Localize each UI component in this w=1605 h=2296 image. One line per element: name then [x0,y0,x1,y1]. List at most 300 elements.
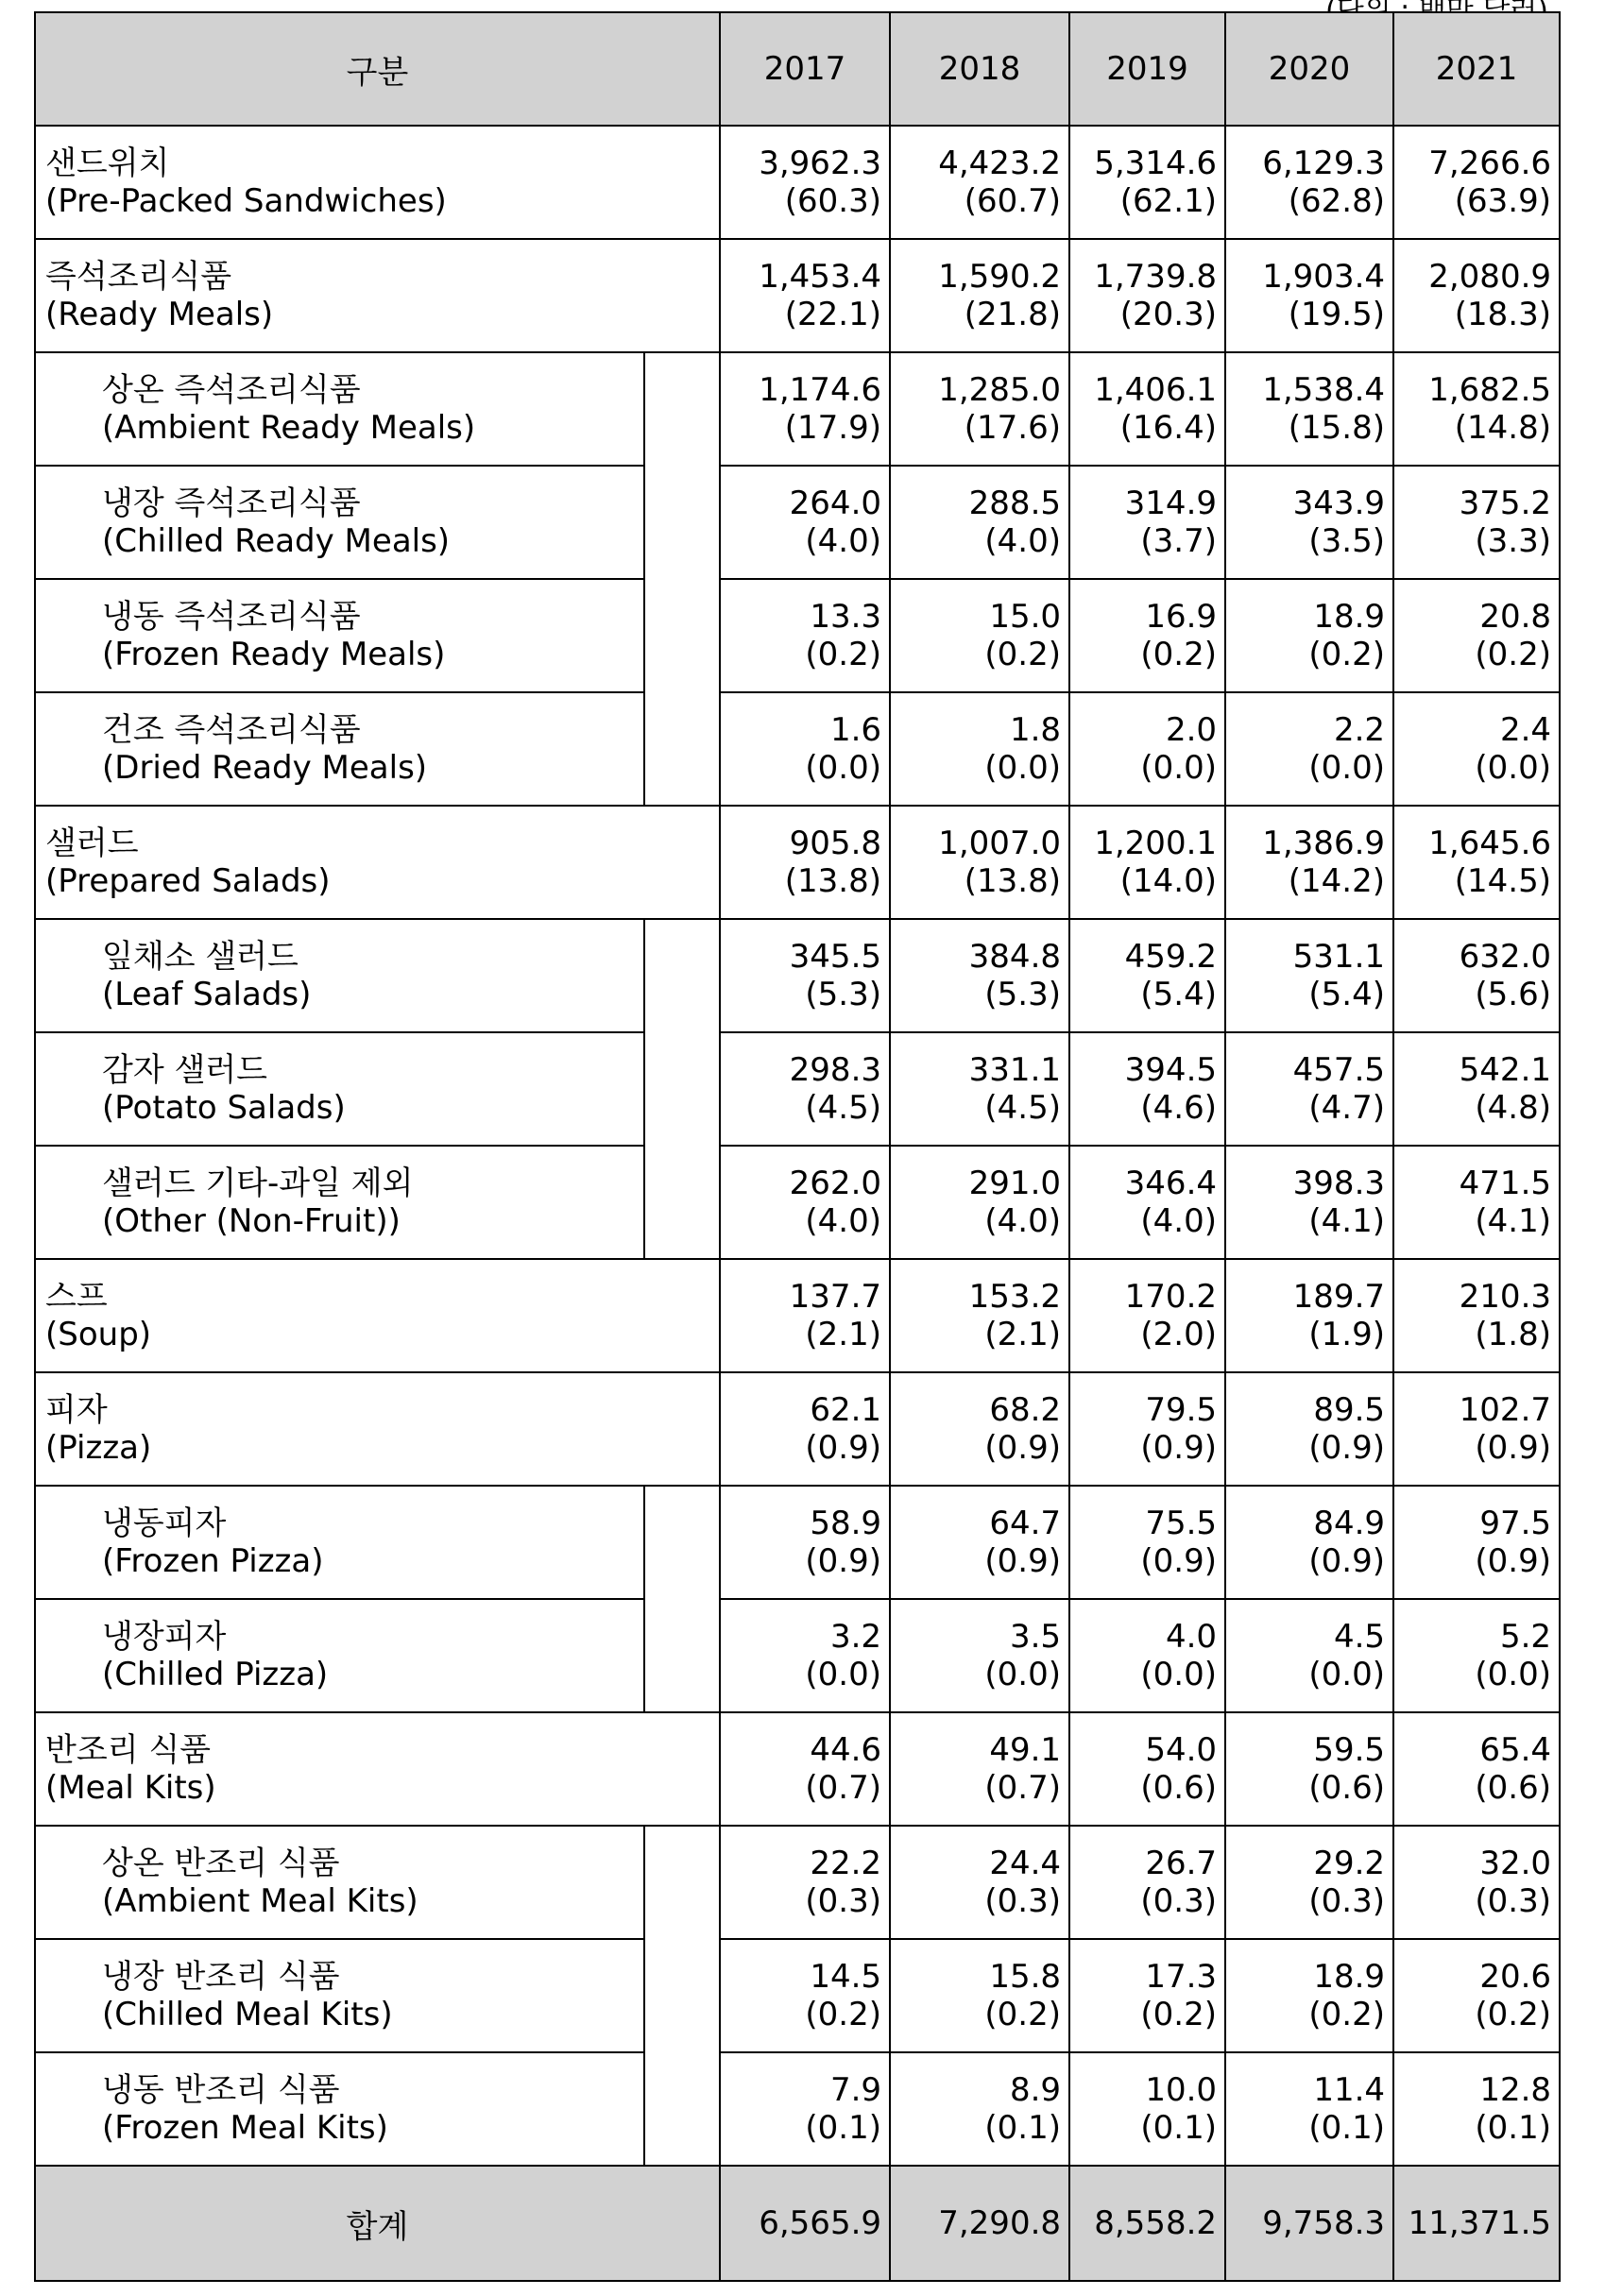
value-cell [720,1599,890,1712]
value-amount: 4,423.2 [938,145,1062,182]
value-cell [1069,692,1225,806]
value-share: (0.0) [984,749,1062,787]
value-share: (14.0) [1119,862,1218,900]
value-amount: 15.8 [989,1958,1062,1996]
value-cell [1069,1712,1225,1826]
value-amount: 298.3 [789,1051,882,1089]
value-amount: 7.9 [829,2071,882,2109]
row-label-korean: 냉동 즉석조리식품 [102,598,361,636]
value-amount: 1,285.0 [938,371,1062,409]
value-cell [1393,1372,1560,1486]
value-cell [1225,466,1393,579]
value-amount: 84.9 [1313,1505,1386,1542]
indent-spacer [644,579,720,692]
value-amount: 79.5 [1145,1391,1218,1429]
value-cell [720,1939,890,2052]
value-share: (0.2) [1140,636,1218,673]
value-amount: 12.8 [1479,2071,1552,2109]
row-label-english: (Ambient Ready Meals) [102,409,476,447]
value-cell [720,919,890,1032]
value-share: (0.6) [1308,1769,1386,1807]
value-amount: 2.2 [1333,711,1386,749]
value-amount: 1,590.2 [938,258,1062,296]
row-label-english: (Meal Kits) [45,1769,216,1807]
value-share: (0.2) [1475,1996,1552,2033]
value-cell [720,1826,890,1939]
value-share: (13.8) [964,862,1062,900]
value-share: (20.3) [1119,296,1218,333]
value-amount: 262.0 [789,1165,882,1202]
row-label-english: (Soup) [45,1316,152,1353]
value-share: (0.9) [1475,1542,1552,1580]
value-cell [720,239,890,352]
value-share: (0.0) [1308,749,1386,787]
row-label [35,126,720,239]
value-cell [890,692,1069,806]
value-cell [1393,352,1560,466]
value-share: (0.0) [1140,1656,1218,1693]
subcategory-row [35,1146,1560,1259]
value-share: (60.3) [784,182,882,220]
value-cell [890,919,1069,1032]
value-cell [1393,1146,1560,1259]
value-share: (0.2) [1140,1996,1218,2033]
category-row [35,1259,1560,1372]
indent-spacer [644,352,720,466]
value-amount: 29.2 [1313,1845,1386,1882]
value-amount: 64.7 [989,1505,1062,1542]
row-label-korean: 상온 반조리 식품 [102,1845,340,1882]
value-cell [890,466,1069,579]
value-cell [1393,806,1560,919]
value-share: (2.1) [984,1316,1062,1353]
value-amount: 210.3 [1459,1278,1552,1316]
value-share: (0.0) [1475,1656,1552,1693]
value-amount: 14.5 [810,1958,882,1996]
subcategory-row [35,352,1560,466]
value-amount: 189.7 [1292,1278,1386,1316]
value-cell [890,1032,1069,1146]
header-category: 구분 [35,12,720,126]
value-share: (4.1) [1475,1202,1552,1240]
value-cell [1225,239,1393,352]
value-cell [1393,1486,1560,1599]
value-amount: 3,962.3 [759,145,882,182]
row-label [35,692,644,806]
value-amount: 13.3 [810,598,882,636]
value-amount: 1,007.0 [938,825,1062,862]
value-amount: 62.1 [810,1391,882,1429]
subcategory-row [35,919,1560,1032]
value-cell [1069,2052,1225,2166]
value-amount: 331.1 [968,1051,1062,1089]
value-amount: 1,406.1 [1094,371,1218,409]
row-label [35,919,644,1032]
row-label [35,1032,644,1146]
row-label-korean: 샐러드 기타-과일 제외 [102,1165,414,1202]
value-share: (0.2) [984,636,1062,673]
value-share: (4.5) [984,1089,1062,1127]
header-year: 2017 [720,12,890,126]
value-amount: 1.8 [1009,711,1062,749]
value-share: (2.0) [1140,1316,1218,1353]
value-share: (0.2) [805,1996,882,2033]
value-amount: 1,682.5 [1428,371,1552,409]
value-share: (0.0) [984,1656,1062,1693]
value-share: (3.5) [1308,522,1386,560]
row-label-english: (Dried Ready Meals) [102,749,428,787]
value-share: (13.8) [784,862,882,900]
row-label [35,1939,644,2052]
row-label-korean: 냉장 반조리 식품 [102,1958,340,1996]
row-label [35,466,644,579]
value-amount: 375.2 [1459,485,1552,522]
value-cell [1393,1259,1560,1372]
value-cell [1069,1599,1225,1712]
value-amount: 531.1 [1292,938,1386,976]
indent-spacer [644,692,720,806]
header-year: 2019 [1069,12,1225,126]
value-amount: 49.1 [989,1731,1062,1769]
value-amount: 343.9 [1292,485,1386,522]
value-amount: 24.4 [989,1845,1062,1882]
value-share: (0.1) [805,2109,882,2147]
value-cell [1393,239,1560,352]
indent-spacer [644,919,720,1032]
value-cell [720,806,890,919]
value-share: (63.9) [1454,182,1552,220]
value-amount: 2.4 [1499,711,1552,749]
value-share: (60.7) [964,182,1062,220]
row-label-korean: 건조 즉석조리식품 [102,711,361,749]
value-share: (0.3) [1140,1882,1218,1920]
value-cell [1393,466,1560,579]
row-label [35,1146,644,1259]
value-cell [1393,692,1560,806]
row-label-korean: 피자 [45,1391,108,1429]
value-cell [1069,239,1225,352]
value-amount: 17.3 [1145,1958,1218,1996]
value-amount: 471.5 [1459,1165,1552,1202]
value-cell [890,2052,1069,2166]
row-label-english: (Pizza) [45,1429,152,1467]
value-amount: 4.5 [1333,1618,1386,1656]
value-amount: 346.4 [1124,1165,1218,1202]
value-cell [1069,1486,1225,1599]
subcategory-row [35,1486,1560,1599]
value-share: (4.0) [984,522,1062,560]
value-cell [890,239,1069,352]
value-cell [720,579,890,692]
value-amount: 89.5 [1313,1391,1386,1429]
value-share: (62.1) [1119,182,1218,220]
value-amount: 459.2 [1124,938,1218,976]
value-cell [1393,1032,1560,1146]
value-share: (15.8) [1288,409,1386,447]
value-share: (4.6) [1140,1089,1218,1127]
value-amount: 137.7 [789,1278,882,1316]
category-row [35,1712,1560,1826]
value-cell [1393,579,1560,692]
value-amount: 394.5 [1124,1051,1218,1089]
value-cell [1069,352,1225,466]
value-amount: 11.4 [1313,2071,1386,2109]
market-size-table [34,11,1561,2282]
value-cell [1393,1712,1560,1826]
header-year: 2020 [1225,12,1393,126]
value-amount: 314.9 [1124,485,1218,522]
value-cell [1225,352,1393,466]
value-share: (0.9) [1308,1542,1386,1580]
value-share: (0.1) [984,2109,1062,2147]
value-cell [1069,806,1225,919]
indent-spacer [644,1486,720,1599]
indent-spacer [644,1599,720,1712]
value-amount: 44.6 [810,1731,882,1769]
value-cell [720,1032,890,1146]
value-amount: 542.1 [1459,1051,1552,1089]
value-amount: 20.6 [1479,1958,1552,1996]
value-amount: 58.9 [810,1505,882,1542]
row-label-korean: 샌드위치 [45,145,170,182]
row-label [35,239,720,352]
row-label-korean: 샐러드 [45,825,139,862]
value-cell [1225,1826,1393,1939]
value-share: (4.0) [1140,1202,1218,1240]
row-label-english: (Prepared Salads) [45,862,331,900]
total-row [35,2166,1560,2281]
category-row [35,239,1560,352]
row-label-english: (Other (Non-Fruit)) [102,1202,401,1240]
value-share: (0.3) [1308,1882,1386,1920]
row-label [35,579,644,692]
value-amount: 264.0 [789,485,882,522]
value-share: (0.9) [1308,1429,1386,1467]
value-cell [720,126,890,239]
value-share: (0.9) [984,1429,1062,1467]
subcategory-row [35,1939,1560,2052]
category-row [35,126,1560,239]
value-amount: 1,538.4 [1262,371,1386,409]
value-share: (4.8) [1475,1089,1552,1127]
value-cell [1393,1826,1560,1939]
value-amount: 10.0 [1145,2071,1218,2109]
row-label-english: (Pre-Packed Sandwiches) [45,182,447,220]
value-cell [890,1372,1069,1486]
row-label-english: (Frozen Ready Meals) [102,636,446,673]
value-cell [1069,579,1225,692]
value-cell [1225,126,1393,239]
value-amount: 4.0 [1165,1618,1218,1656]
value-share: (0.7) [984,1769,1062,1807]
value-cell [1225,2052,1393,2166]
row-label-korean: 냉동피자 [102,1505,227,1542]
value-amount: 3.5 [1009,1618,1062,1656]
value-share: (0.3) [1475,1882,1552,1920]
value-amount: 905.8 [789,825,882,862]
value-amount: 59.5 [1313,1731,1386,1769]
total-value: 6,565.9 [720,2166,890,2281]
value-share: (3.3) [1475,522,1552,560]
value-share: (5.3) [984,976,1062,1013]
value-share: (14.8) [1454,409,1552,447]
value-amount: 32.0 [1479,1845,1552,1882]
value-share: (0.9) [805,1429,882,1467]
value-cell [890,806,1069,919]
value-share: (21.8) [964,296,1062,333]
value-cell [1069,1372,1225,1486]
value-share: (0.2) [1308,636,1386,673]
value-cell [720,352,890,466]
value-cell [890,579,1069,692]
value-cell [1225,1712,1393,1826]
total-label: 합계 [35,2166,720,2281]
value-amount: 1,453.4 [759,258,882,296]
value-cell [1225,1599,1393,1712]
row-label [35,1712,720,1826]
value-amount: 97.5 [1479,1505,1552,1542]
row-label-english: (Frozen Pizza) [102,1542,324,1580]
value-share: (0.0) [1475,749,1552,787]
value-amount: 8.9 [1009,2071,1062,2109]
value-amount: 5,314.6 [1094,145,1218,182]
value-amount: 2,080.9 [1428,258,1552,296]
value-share: (4.7) [1308,1089,1386,1127]
total-value: 9,758.3 [1225,2166,1393,2281]
row-label [35,1826,644,1939]
value-cell [1225,1939,1393,2052]
value-amount: 345.5 [789,938,882,976]
value-share: (0.6) [1140,1769,1218,1807]
value-share: (0.9) [984,1542,1062,1580]
value-cell [890,1486,1069,1599]
value-cell [720,1712,890,1826]
value-cell [1225,579,1393,692]
value-cell [720,2052,890,2166]
value-cell [1225,1032,1393,1146]
row-label [35,1372,720,1486]
value-cell [1069,1146,1225,1259]
value-cell [720,1259,890,1372]
value-share: (0.0) [805,1656,882,1693]
indent-spacer [644,466,720,579]
value-share: (5.6) [1475,976,1552,1013]
value-cell [1069,919,1225,1032]
row-label-english: (Chilled Ready Meals) [102,522,451,560]
value-cell [1069,1826,1225,1939]
value-amount: 288.5 [968,485,1062,522]
value-amount: 291.0 [968,1165,1062,1202]
value-share: (5.3) [805,976,882,1013]
value-amount: 5.2 [1499,1618,1552,1656]
value-cell [890,352,1069,466]
value-amount: 16.9 [1145,598,1218,636]
row-label-english: (Leaf Salads) [102,976,312,1013]
value-share: (4.0) [805,522,882,560]
row-label-korean: 잎채소 샐러드 [102,938,299,976]
value-cell [1393,1939,1560,2052]
value-amount: 75.5 [1145,1505,1218,1542]
value-share: (14.5) [1454,862,1552,900]
indent-spacer [644,2052,720,2166]
table-body [35,126,1560,2166]
row-label-korean: 냉장 즉석조리식품 [102,485,361,522]
value-amount: 3.2 [829,1618,882,1656]
row-label-korean: 스프 [45,1278,108,1316]
category-row [35,1372,1560,1486]
value-amount: 18.9 [1313,1958,1386,1996]
value-cell [1393,126,1560,239]
subcategory-row [35,579,1560,692]
value-amount: 68.2 [989,1391,1062,1429]
value-amount: 1,200.1 [1094,825,1218,862]
value-amount: 22.2 [810,1845,882,1882]
value-amount: 65.4 [1479,1731,1552,1769]
value-cell [1225,1146,1393,1259]
value-share: (17.9) [784,409,882,447]
value-share: (5.4) [1308,976,1386,1013]
value-cell [1225,806,1393,919]
indent-spacer [644,1939,720,2052]
value-cell [720,1372,890,1486]
value-cell [890,1826,1069,1939]
value-amount: 632.0 [1459,938,1552,976]
row-label-english: (Ready Meals) [45,296,274,333]
subcategory-row [35,1826,1560,1939]
value-amount: 153.2 [968,1278,1062,1316]
row-label-korean: 즉석조리식품 [45,258,232,296]
value-share: (1.9) [1308,1316,1386,1353]
value-cell [1225,1486,1393,1599]
value-share: (4.5) [805,1089,882,1127]
row-label-korean: 냉동 반조리 식품 [102,2071,340,2109]
row-label [35,1599,644,1712]
value-amount: 54.0 [1145,1731,1218,1769]
total-value: 11,371.5 [1393,2166,1560,2281]
row-label [35,806,720,919]
row-label-english: (Chilled Pizza) [102,1656,329,1693]
row-label-english: (Frozen Meal Kits) [102,2109,388,2147]
value-cell [890,1712,1069,1826]
header-year: 2018 [890,12,1069,126]
value-share: (0.2) [1308,1996,1386,2033]
value-amount: 170.2 [1124,1278,1218,1316]
value-share: (1.8) [1475,1316,1552,1353]
value-cell [1069,466,1225,579]
value-share: (2.1) [805,1316,882,1353]
value-share: (0.2) [984,1996,1062,2033]
value-share: (0.1) [1140,2109,1218,2147]
value-share: (0.1) [1475,2109,1552,2147]
row-label-english: (Chilled Meal Kits) [102,1996,393,2033]
value-amount: 18.9 [1313,598,1386,636]
row-label [35,1259,720,1372]
subcategory-row [35,1599,1560,1712]
value-share: (0.0) [1308,1656,1386,1693]
value-share: (17.6) [964,409,1062,447]
row-label [35,2052,644,2166]
value-amount: 1.6 [829,711,882,749]
category-row [35,806,1560,919]
value-share: (22.1) [784,296,882,333]
value-cell [890,1599,1069,1712]
value-cell [720,1146,890,1259]
value-amount: 2.0 [1165,711,1218,749]
value-amount: 1,386.9 [1262,825,1386,862]
row-label [35,1486,644,1599]
value-share: (18.3) [1454,296,1552,333]
value-amount: 6,129.3 [1262,145,1386,182]
